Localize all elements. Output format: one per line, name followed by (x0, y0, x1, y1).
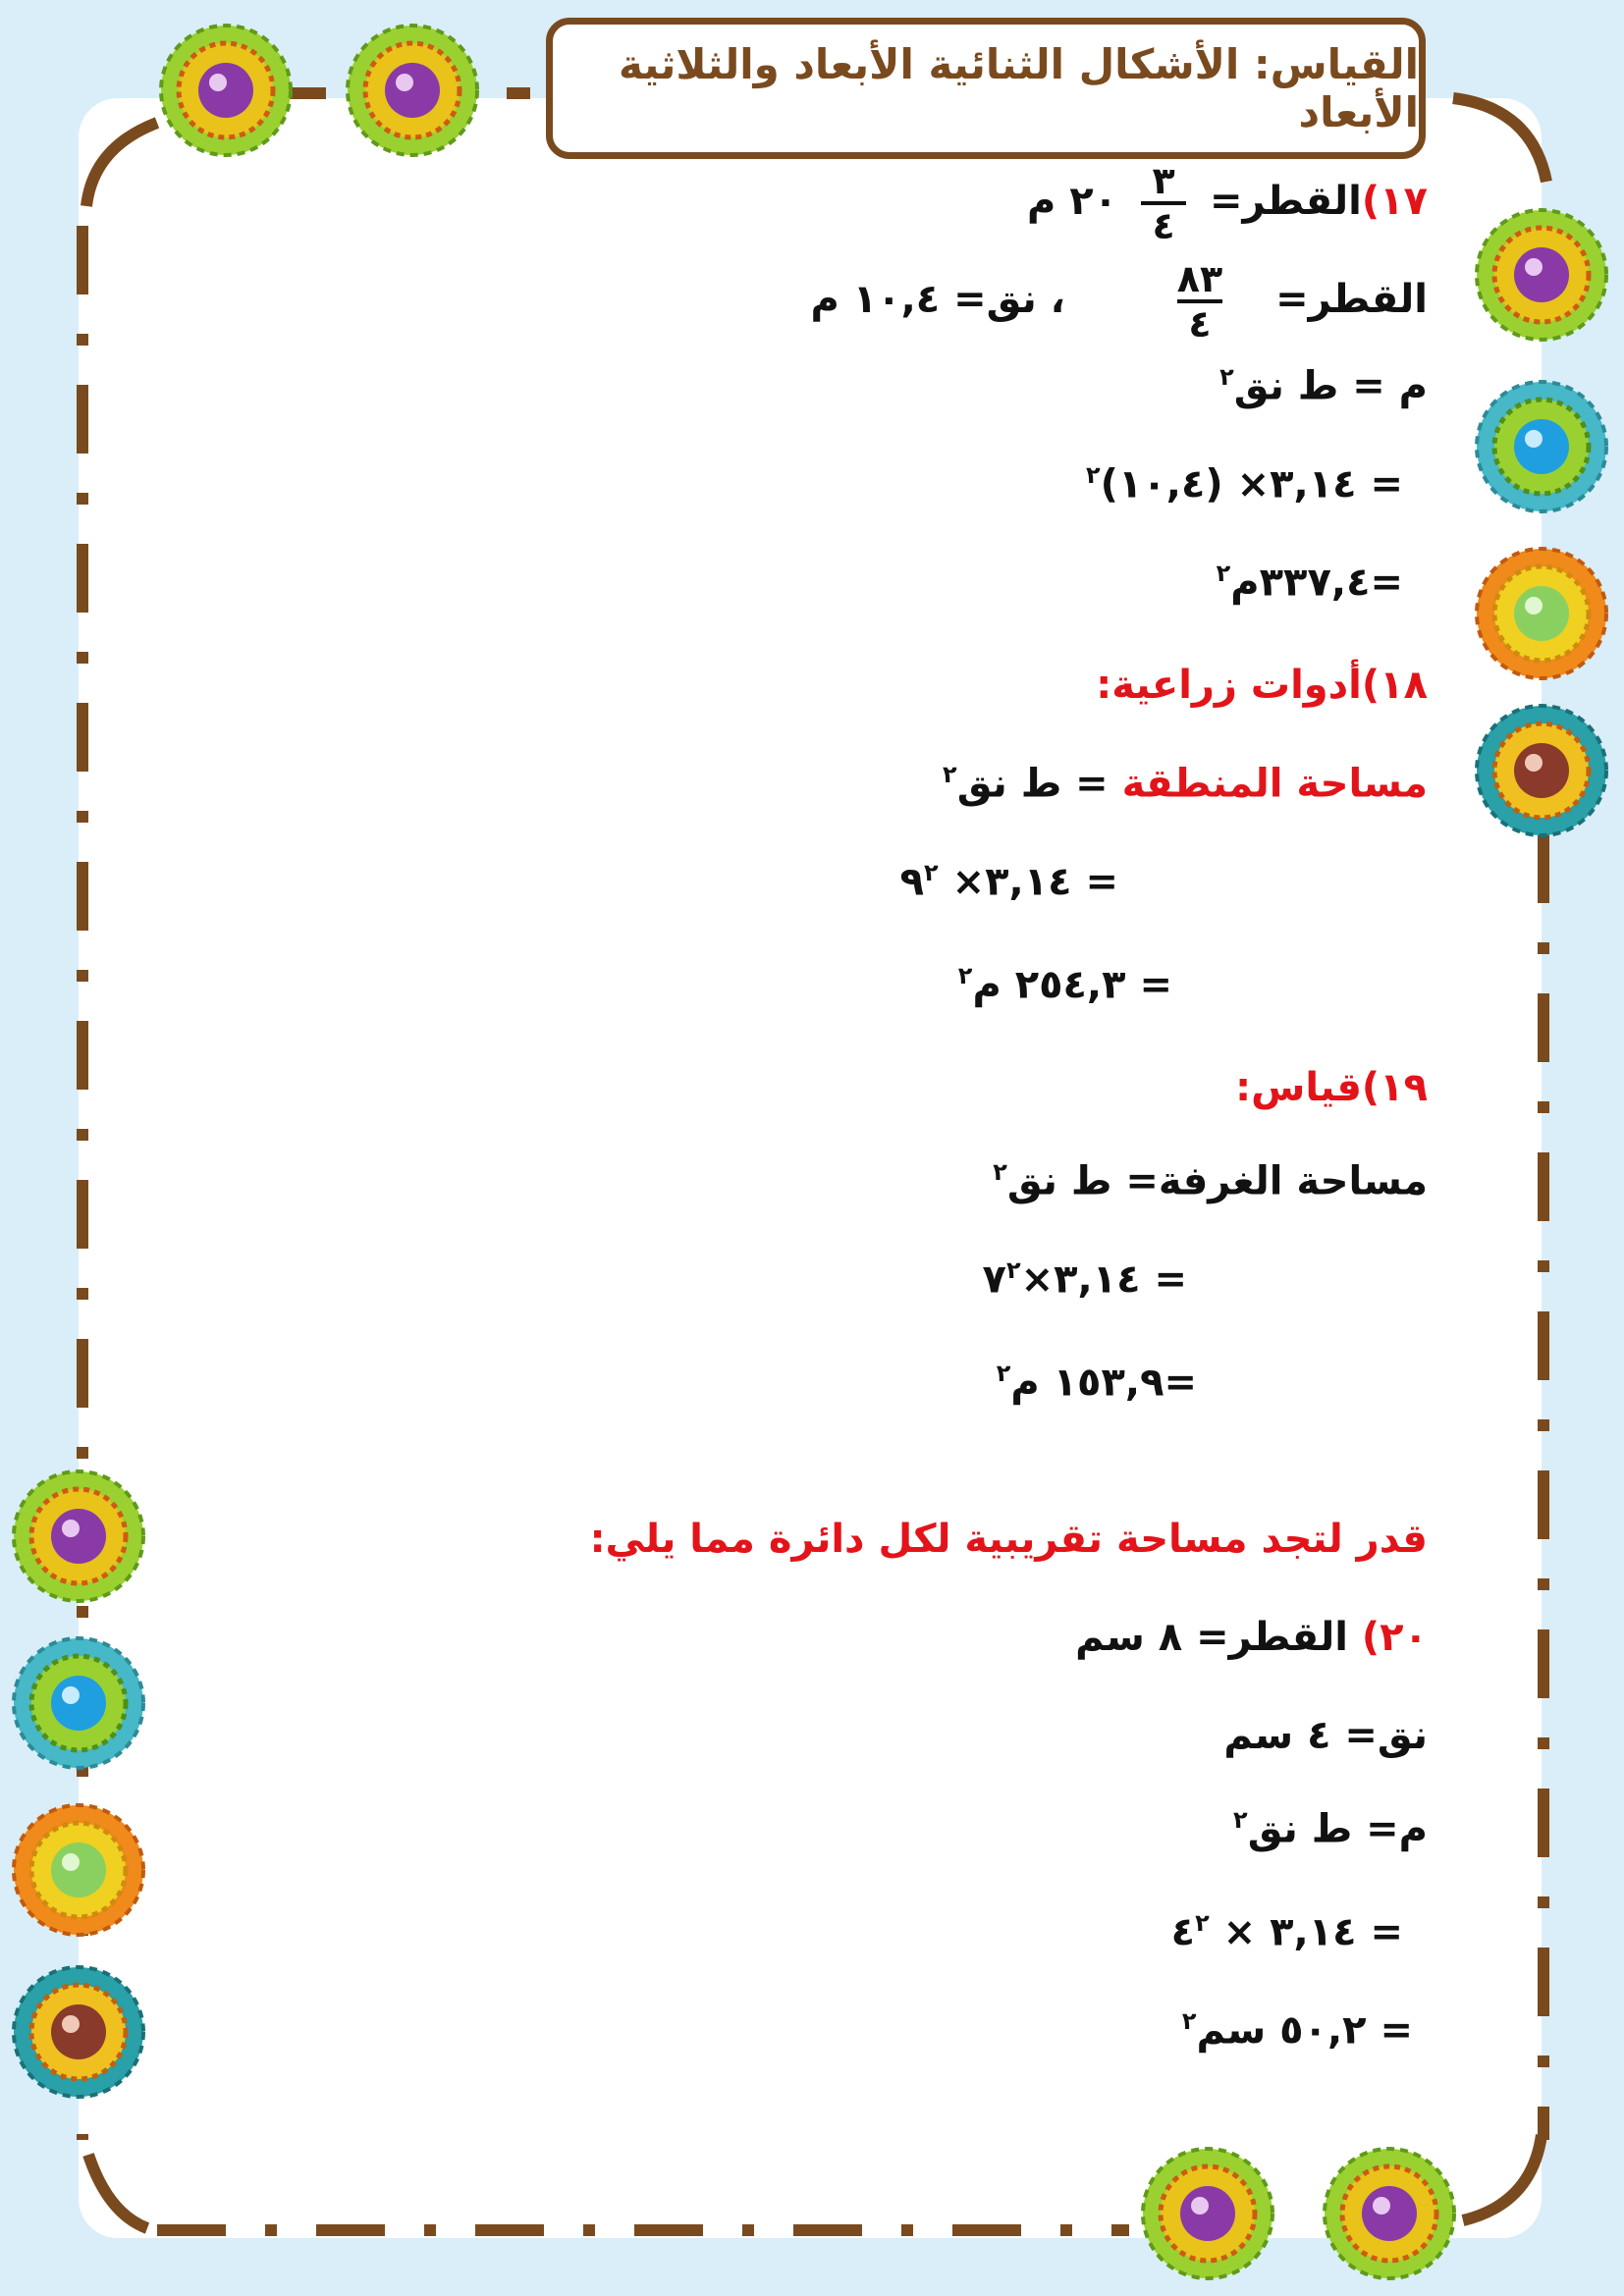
brown-flower-icon (10, 1963, 147, 2101)
q20-substitution: = ٣,١٤ × ٤ (1170, 1909, 1403, 1955)
q20-diameter: القطر= ٨ سم (1075, 1615, 1348, 1660)
area-formula: = ط نق (956, 761, 1109, 807)
q17-radius: ، نق= ١٠,٤ م (810, 277, 1065, 322)
q18-heading: ١٨)أدوات زراعية: (1096, 663, 1428, 708)
q20-line-1 (1075, 1615, 1428, 1660)
q17-line-4 (1086, 461, 1403, 507)
q20-line-4 (1171, 1909, 1403, 1954)
exponent: ٢ (943, 761, 957, 788)
brown-flower-icon (1473, 702, 1610, 839)
page-title: القياس: الأشكال الثنائية الأبعاد والثلاثية الأبعاد (619, 40, 1419, 136)
q18-line-1 (943, 761, 1428, 806)
purple-flower-icon (157, 22, 295, 159)
exponent: ٢ (1195, 1909, 1210, 1937)
q20-line-5 (1182, 2007, 1413, 2053)
q18-line-2 (900, 859, 1118, 904)
exponent: ٢ (1219, 363, 1234, 391)
exponent: ٢ (996, 1360, 1011, 1387)
q18-line-3 (958, 962, 1172, 1007)
exponent: ٢ (993, 1158, 1007, 1186)
q19-heading (1235, 1065, 1428, 1110)
purple-flower-icon (10, 1468, 147, 1605)
q19-result: =١٥٣,٩ م (1010, 1360, 1197, 1406)
frac-denominator: ٤ (1152, 204, 1175, 247)
q20-line-2 (1223, 1713, 1428, 1758)
q20-result: = ٥٠,٢ سم (1196, 2007, 1413, 2054)
q20-number: ٢٠) (1361, 1615, 1428, 1660)
exponent: ٢ (957, 962, 973, 989)
q17-diameter-label-2: القطر= (1275, 277, 1428, 322)
green-flower-icon (1473, 545, 1610, 682)
blue-flower-icon (1473, 378, 1610, 515)
q17-line-5 (1217, 560, 1403, 605)
q19-substitution: = ٣,١٤×٧ (982, 1256, 1187, 1303)
q17-number: ١٧) (1361, 179, 1428, 224)
q17-line-2 (810, 257, 1428, 346)
purple-flower-icon (344, 22, 481, 159)
room-area-formula: مساحة الغرفة= ط نق (1006, 1158, 1428, 1204)
q17-value: ٢٠ م (1027, 179, 1118, 224)
q20-line-3 (1233, 1806, 1428, 1851)
fraction-three-quarters (1141, 159, 1186, 247)
frac-numerator: ٣ (1152, 159, 1175, 202)
fraction-83-over-4 (1176, 257, 1223, 346)
purple-flower-icon (1473, 206, 1610, 344)
q17-substitution: = ٣,١٤× (١٠,٤) (1100, 461, 1403, 507)
area-label: مساحة المنطقة (1121, 761, 1428, 807)
exponent: ٢ (1216, 560, 1231, 587)
frac-numerator: ٨٣ (1176, 257, 1223, 300)
q19-number: ١٩) (1361, 1065, 1428, 1110)
q19-line-1 (993, 1158, 1428, 1203)
q18-result: = ٢٥٤,٣ م (972, 962, 1172, 1008)
q18-substitution: = ٣,١٤× ٩ (899, 859, 1118, 905)
exponent: ٢ (924, 859, 939, 886)
green-flower-icon (10, 1801, 147, 1939)
title-box (546, 18, 1426, 159)
exponent: ٢ (1181, 2007, 1197, 2035)
purple-flower-icon (1321, 2145, 1458, 2282)
exponent: ٢ (1233, 1806, 1248, 1834)
q20-radius: نق= ٤ سم (1223, 1713, 1428, 1758)
q17-result: =٣٣٧,٤م (1230, 560, 1403, 606)
q19-label: قياس: (1235, 1065, 1362, 1110)
q17-line-1 (1027, 159, 1428, 247)
q19-line-3 (997, 1360, 1197, 1405)
area-formula: م= ط نق (1247, 1806, 1428, 1852)
blue-flower-icon (10, 1634, 147, 1772)
purple-flower-icon (1139, 2145, 1276, 2282)
exponent: ٢ (1005, 1256, 1021, 1284)
instruction-text: قدر لتجد مساحة تقريبية لكل دائرة مما يلي: (589, 1517, 1428, 1562)
q17-diameter-label: القطر= (1210, 179, 1362, 224)
frac-denominator: ٤ (1188, 302, 1212, 346)
area-formula: م = ط نق (1233, 363, 1428, 409)
q19-line-2 (983, 1256, 1187, 1302)
q17-line-3 (1219, 363, 1428, 408)
exponent: ٢ (1086, 461, 1101, 489)
